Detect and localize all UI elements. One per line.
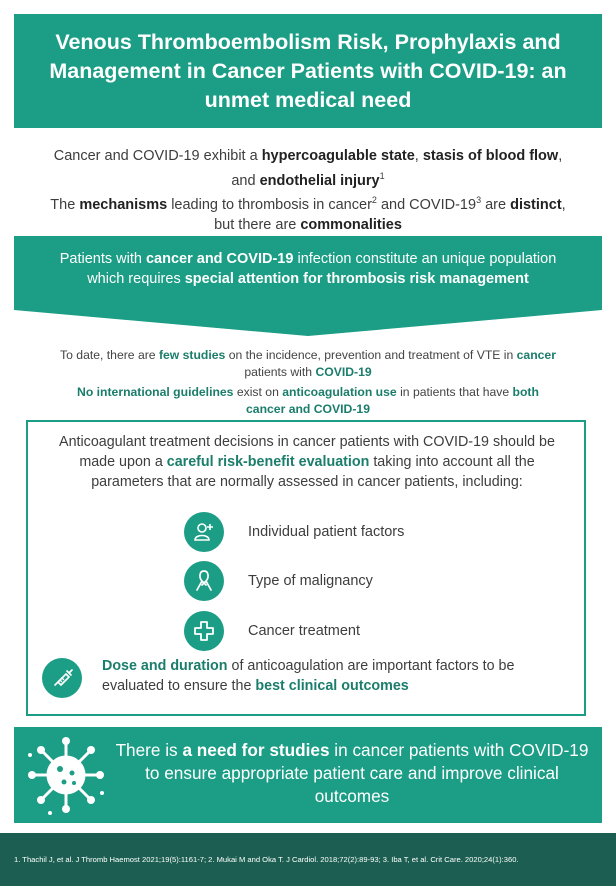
decision-box [26, 420, 586, 716]
references-footer [0, 833, 616, 886]
conclusion-text: There is a need for studies in cancer patients with COVID-19 to ensure appropriate patient care and improve clinical outcomes [115, 740, 589, 806]
conclusion-banner [14, 727, 602, 823]
virus-icon [24, 733, 108, 817]
syringe-icon [42, 658, 82, 698]
medical-cross-icon [184, 611, 224, 651]
factor-label: Individual patient factors [248, 524, 405, 540]
title-banner [14, 14, 602, 128]
page-title: Venous Thromboembolism Risk, Prophylaxis and Management in Cancer Patients with COVID-19: an unmet medical need [49, 29, 567, 112]
references-text: 1. Thachil J, et al. J Thromb Haemost 2021;19(5):1161-7; 2. Mukai M and Oka T. J Cardiol. 2018;72(2):89-93; 3. Iba T, et al. Crit Care. 2020;24(1):360. [14, 855, 519, 864]
intro-paragraph-1: Cancer and COVID-19 exhibit a hypercoagulable state, stasis of blood flow, and endothelial injury$^1$ [53, 148, 563, 189]
decision-lead-text: Anticoagulant treatment decisions in cancer patients with COVID-19 should be made upon a careful risk-benefit evaluation taking into account all the parameters that are normally assessed in cancer patients, including: [59, 434, 555, 490]
intro-paragraph-2: The mechanisms leading to thrombosis in cancer$^2$ and COVID-$19^3$ are distinct, but there are commonalities [50, 195, 566, 233]
guidelines-note: No international guidelines exist on anticoagulation use in patients that have both cancer and COVID-19 [77, 385, 539, 416]
factor-patient [184, 512, 404, 552]
ribbon-icon [184, 561, 224, 601]
arrow-banner [14, 236, 602, 336]
factor-malignancy [184, 561, 373, 601]
factor-label: Type of malignancy [248, 573, 373, 589]
studies-note: To date, there are few studies on the incidence, prevention and treatment of VTE in cancer patients with COVID-19 [60, 348, 556, 379]
factor-label: Cancer treatment [248, 623, 361, 639]
factor-treatment [184, 611, 360, 651]
arrow-banner-text: Patients with cancer and COVID-19 infection constitute an unique population which requires special attention for thrombosis risk management [59, 251, 557, 287]
dose-duration-block [42, 654, 572, 704]
dose-duration-text: Dose and duration of anticoagulation are important factors to be evaluated to ensure the best clinical outcomes [102, 658, 515, 694]
patient-icon [184, 512, 224, 552]
